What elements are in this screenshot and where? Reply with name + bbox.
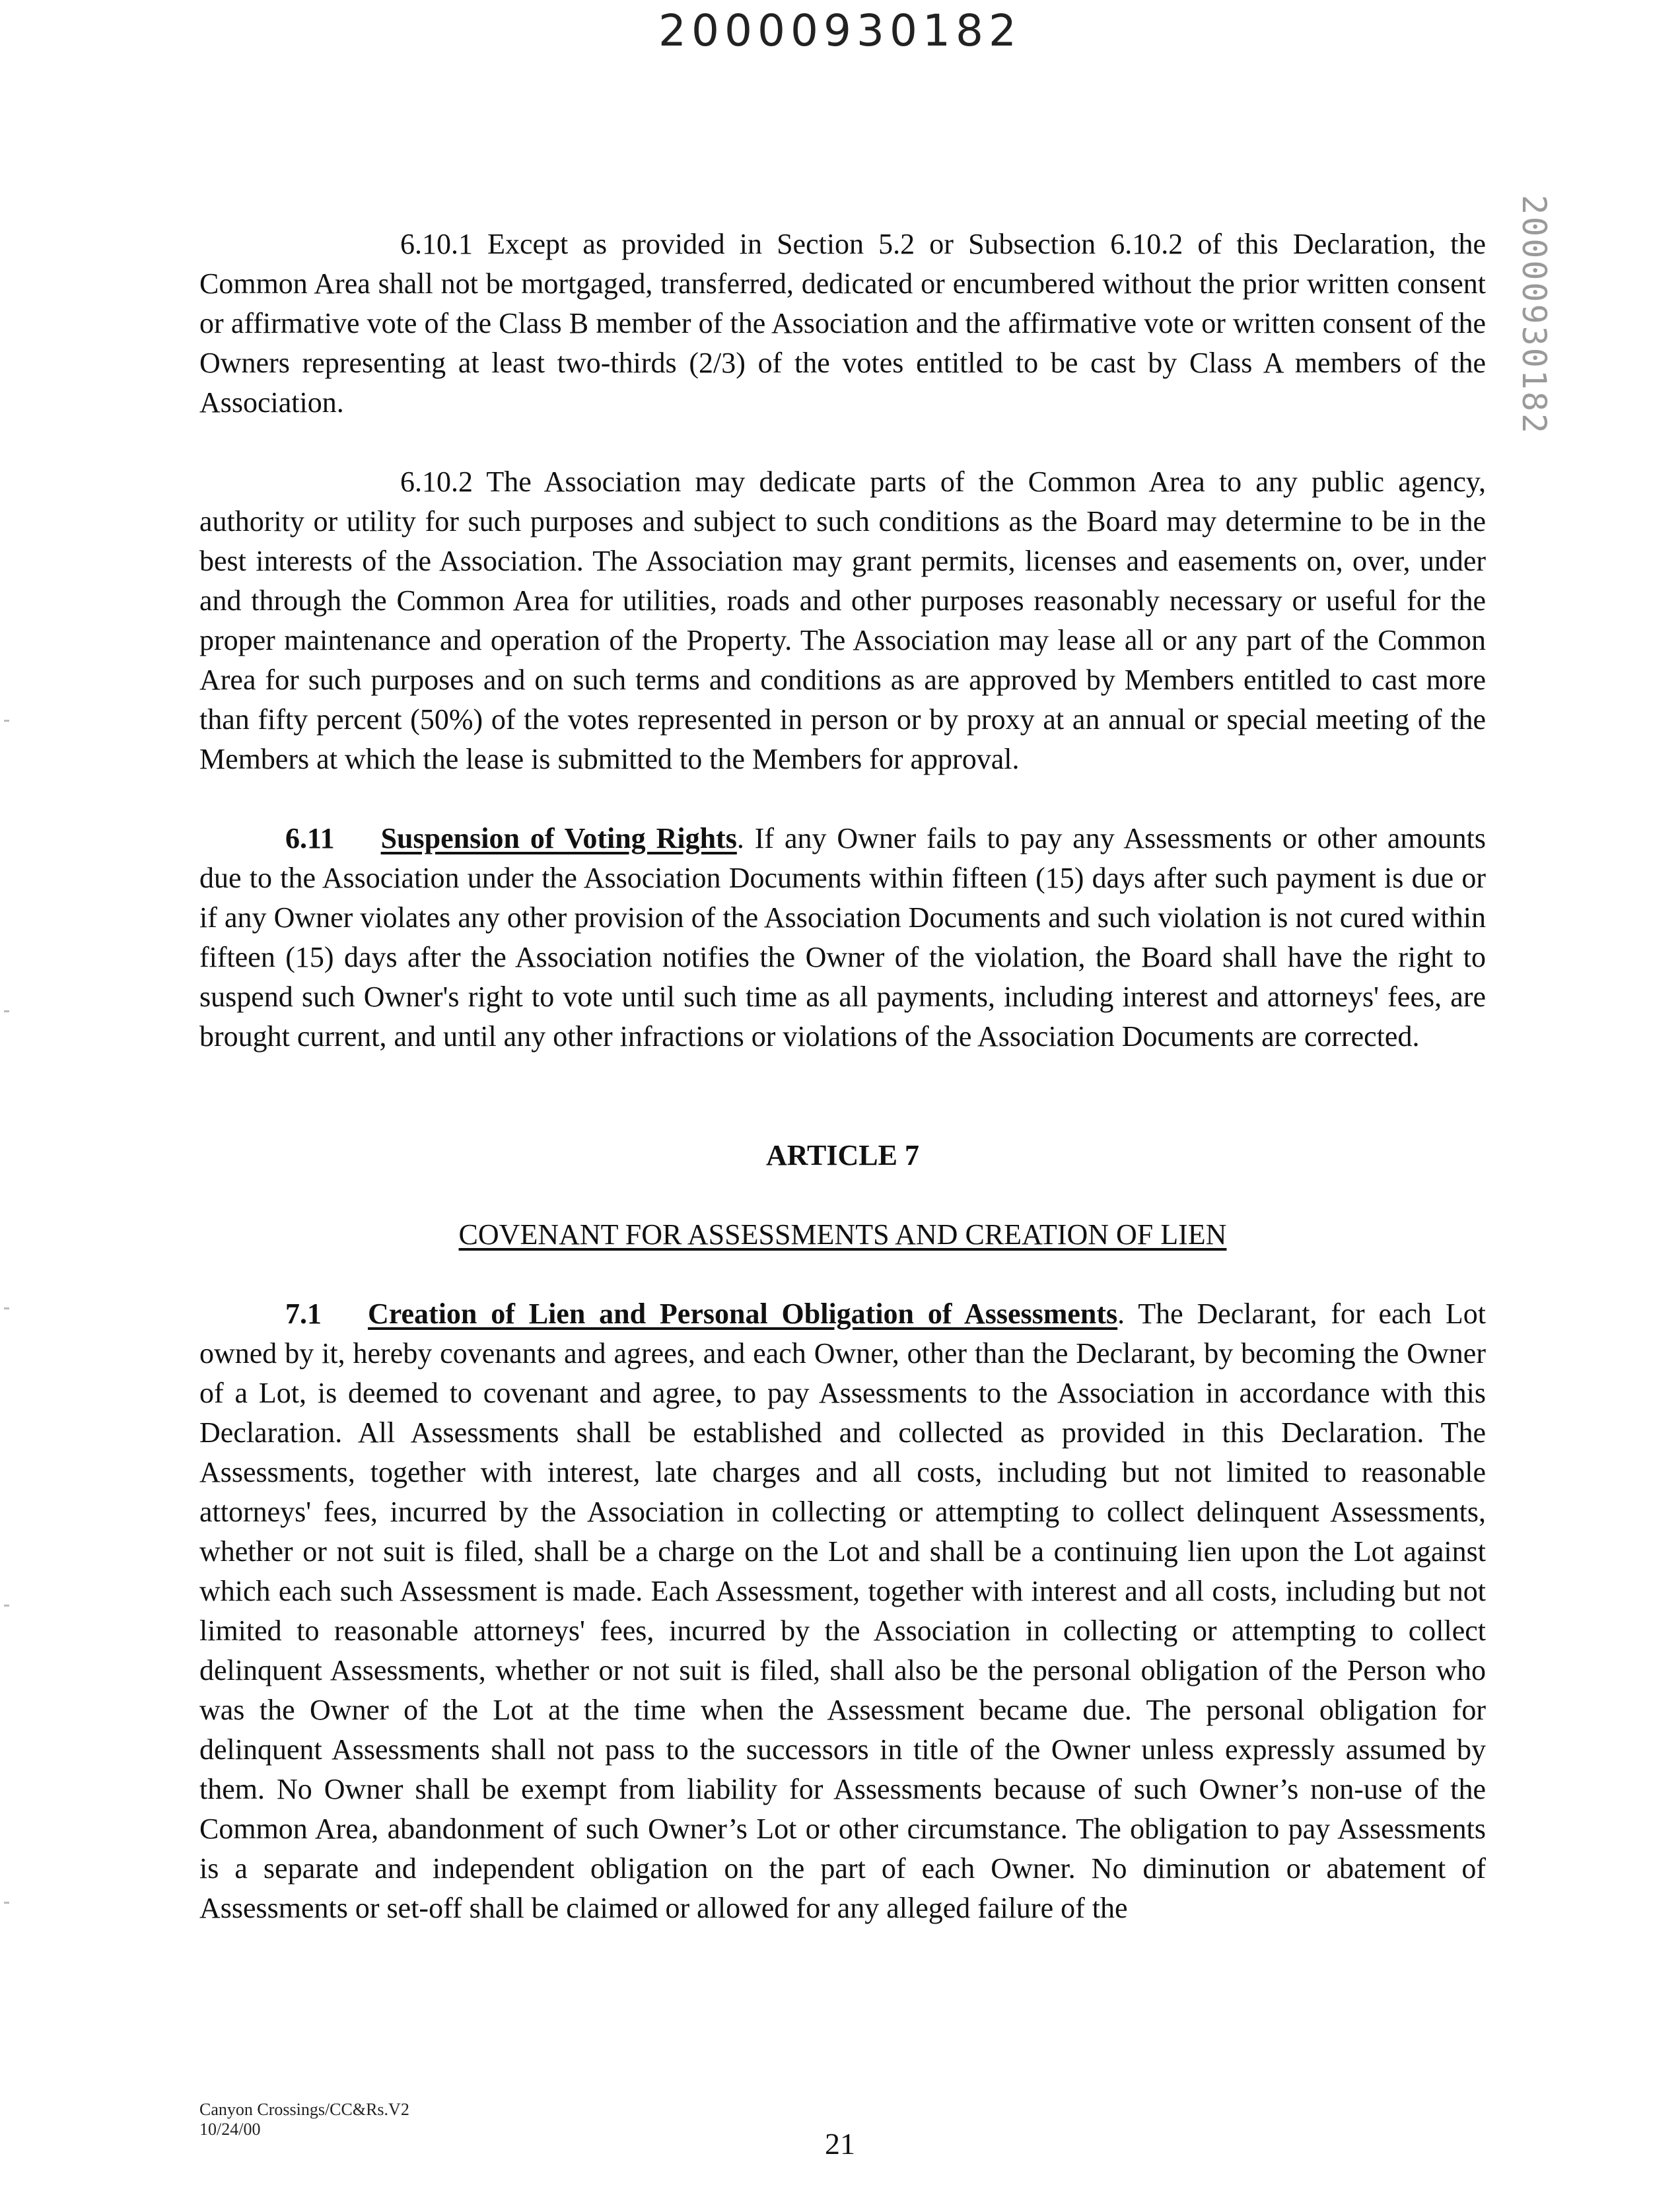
- section-body: . The Declarant, for each Lot owned by it, hereby covenants and agrees, and each Owner, other than the Declarant, by becoming the Owner of a Lot, is deemed to covenant and agree, to pay Assessments to the Association in accordance with this Declaration. All Assessments shall be established and collected as provided in this Declaration. The Assessments, together with interest, late charges and all costs, including but not limited to reasonable attorneys' fees, incurred by the Association in collecting or attempting to collect delinquent Assessments, whether or not suit is filed, shall be a charge on the Lot and shall be a continuing lien upon the Lot against which each such Assessment is made. Each Assessment, together with interest and all costs, including but not limited to reasonable attorneys' fees, incurred by the Association in collecting or attempting to collect delinquent Assessments, whether or not suit is filed, shall also be the personal obligation of the Person who was the Owner of the Lot at the time when the Assessment became due. The personal obligation for delinquent Assessments shall not pass to the successors in title of the Owner unless expressly assumed by them. No Owner shall be exempt from liability for Assessments because of such Owner’s non-use of the Common Area, abandonment of such Owner’s Lot or other circumstance. The obligation to pay Assessments is a separate and independent obligation on the part of each Owner. No diminution or abatement of Assessments or set-off shall be claimed or allowed for any alleged failure of the: [199, 1298, 1486, 1924]
- margin-tick: [4, 1010, 9, 1012]
- margin-tick: [4, 1605, 9, 1607]
- section-6-11: [199, 819, 1486, 1057]
- margin-tick: [4, 720, 9, 722]
- footer-date: 10/24/00: [199, 2120, 261, 2139]
- article-title: COVENANT FOR ASSESSMENTS AND CREATION OF LIEN: [458, 1218, 1227, 1251]
- section-title: Creation of Lien and Personal Obligation of Assessments: [368, 1298, 1118, 1330]
- section-7-1: [199, 1294, 1486, 1928]
- margin-tick: [4, 1902, 9, 1904]
- side-recording-stamp: 20000930182: [1515, 195, 1553, 436]
- page-number: 21: [825, 2127, 855, 2161]
- document-body: [199, 225, 1486, 1968]
- article-number: ARTICLE 7: [766, 1139, 919, 1171]
- section-title: Suspension of Voting Rights: [380, 822, 737, 854]
- section-number: 6.11: [285, 822, 335, 854]
- margin-tick: [4, 1307, 9, 1309]
- document-number: 20000930182: [658, 5, 1022, 56]
- section-number: 7.1: [285, 1298, 322, 1330]
- footer-file-name: Canyon Crossings/CC&Rs.V2: [199, 2100, 409, 2119]
- paragraph-6-10-1: 6.10.1 Except as provided in Section 5.2 or Subsection 6.10.2 of this Declaration, the Common Area shall not be mortgaged, transferred, dedicated or encumbered without the prior written consent or affirmative vote of the Class B member of the Association and the affirmative vote or written consent of the Owners representing at least two-thirds (2/3) of the votes entitled to be cast by Class A members of the Association.: [199, 228, 1486, 419]
- paragraph-6-10-2: 6.10.2 The Association may dedicate parts of the Common Area to any public agency, authority or utility for such purposes and subject to such conditions as the Board may determine to be in the best interests of the Association. The Association may grant permits, licenses and easements on, over, under and through the Common Area for utilities, roads and other purposes reasonably necessary or useful for the proper maintenance and operation of the Property. The Association may lease all or any part of the Common Area for such purposes and on such terms and conditions as are approved by Members entitled to cast more than fifty percent (50%) of the votes represented in person or by proxy at an annual or special meeting of the Members at which the lease is submitted to the Members for approval.: [199, 466, 1486, 775]
- section-body: . If any Owner fails to pay any Assessments or other amounts due to the Association under the Association Documents within fifteen (15) days after such payment is due or if any Owner violates any other provision of the Association Documents and such violation is not cured within fifteen (15) days after the Association notifies the Owner of the violation, the Board shall have the right to suspend such Owner's right to vote until such time as all payments, including interest and attorneys' fees, are brought current, and until any other infractions or violations of the Association Documents are corrected.: [199, 822, 1486, 1053]
